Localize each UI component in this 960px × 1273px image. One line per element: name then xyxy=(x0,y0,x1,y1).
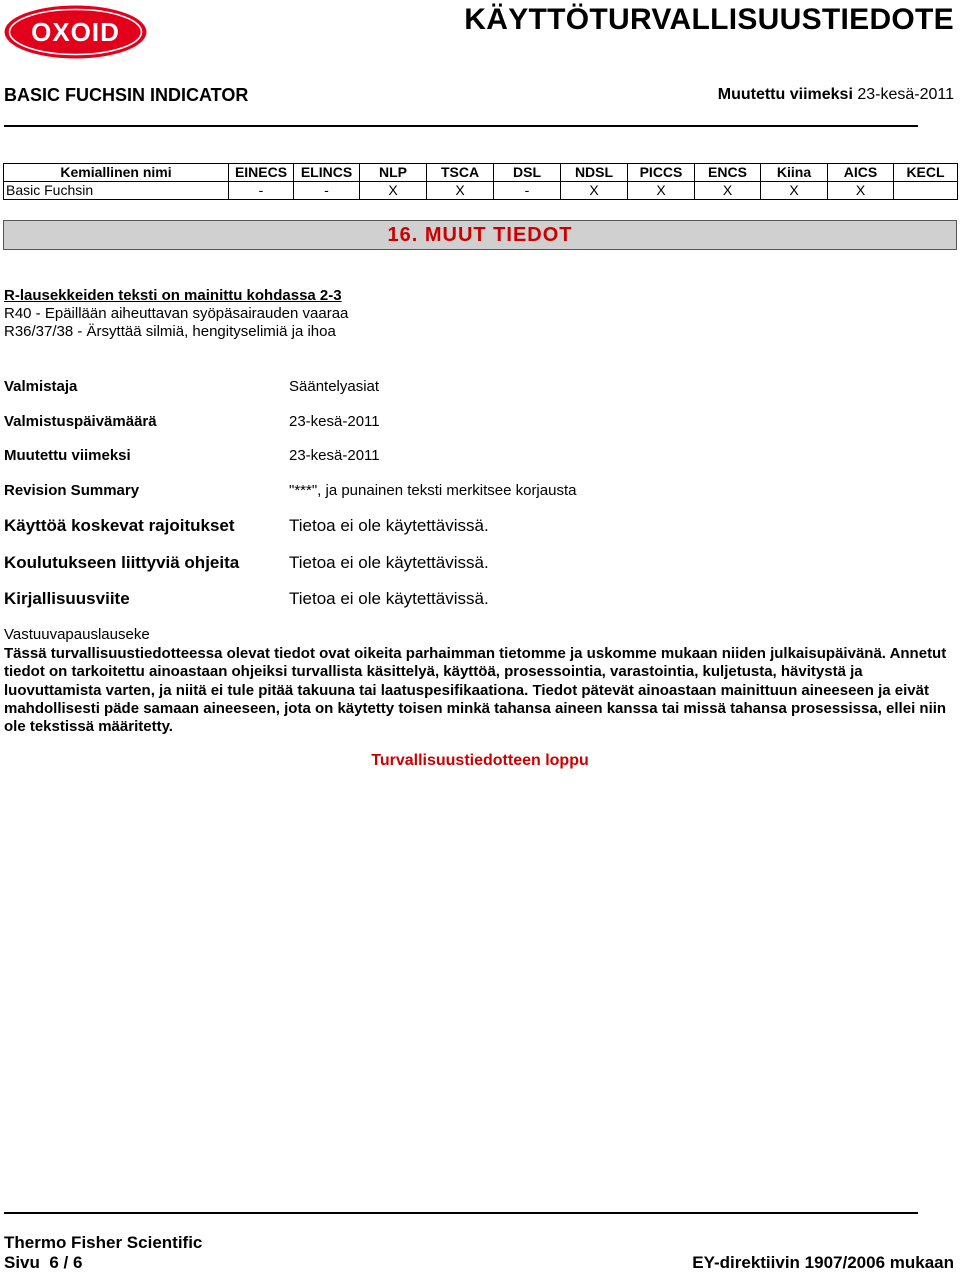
info-label-revision-summary: Revision Summary xyxy=(4,482,140,499)
section-header xyxy=(3,220,957,250)
table-row xyxy=(4,182,958,200)
column-header: KECL xyxy=(894,164,958,182)
info-value-references: Tietoa ei ole käytettävissä. xyxy=(289,589,489,608)
info-label-created-date: Valmistuspäivämäärä xyxy=(4,413,157,430)
column-header: AICS xyxy=(828,164,894,182)
page-number xyxy=(4,1253,82,1273)
info-label-use-restrictions: Käyttöä koskevat rajoitukset xyxy=(4,516,235,535)
r-phrases-heading-text: R-lausekkeiden teksti on mainittu kohdassa 2-3 xyxy=(4,287,342,304)
section-title: 16. MUUT TIEDOT xyxy=(387,224,573,246)
column-header: Kemiallinen nimi xyxy=(4,164,229,182)
column-header: DSL xyxy=(494,164,561,182)
document-title: KÄYTTÖTURVALLISUUSTIEDOTE xyxy=(464,3,954,36)
info-label-revised-date: Muutettu viimeksi xyxy=(4,447,131,464)
info-value-use-restrictions: Tietoa ei ole käytettävissä. xyxy=(289,516,489,535)
info-value-created-date: 23-kesä-2011 xyxy=(289,413,380,430)
end-of-document: Turvallisuustiedotteen loppu xyxy=(371,752,589,769)
column-header: TSCA xyxy=(427,164,494,182)
r-phrases-heading xyxy=(4,287,342,304)
product-name: BASIC FUCHSIN INDICATOR xyxy=(4,85,249,105)
page-label: Sivu xyxy=(4,1253,40,1272)
column-header: EINECS xyxy=(229,164,294,182)
table-cell: X xyxy=(628,182,695,200)
oxoid-logo xyxy=(3,4,148,60)
table-cell: X xyxy=(561,182,628,200)
info-label-references: Kirjallisuusviite xyxy=(4,589,130,608)
logo-text: OXOID xyxy=(31,17,120,47)
table-cell: X xyxy=(427,182,494,200)
table-cell: X xyxy=(360,182,427,200)
page-number-value: 6 / 6 xyxy=(49,1253,83,1272)
column-header: ELINCS xyxy=(294,164,360,182)
info-value-revised-date: 23-kesä-2011 xyxy=(289,447,380,464)
column-header: ENCS xyxy=(695,164,761,182)
table-cell: Basic Fuchsin xyxy=(4,182,229,200)
info-value-training: Tietoa ei ole käytettävissä. xyxy=(289,553,489,572)
revised-date-value: 23-kesä-2011 xyxy=(857,86,954,103)
footer-divider xyxy=(4,1212,918,1214)
info-value-manufacturer: Sääntelyasiat xyxy=(289,378,380,395)
column-header: NDSL xyxy=(561,164,628,182)
column-header: PICCS xyxy=(628,164,695,182)
table-cell: - xyxy=(229,182,294,200)
revised-date xyxy=(718,86,954,104)
table-cell xyxy=(894,182,958,200)
table-cell: X xyxy=(761,182,828,200)
table-cell: X xyxy=(828,182,894,200)
info-value-revision-summary: "***", ja punainen teksti merkitsee korjausta xyxy=(289,482,577,499)
column-header: NLP xyxy=(360,164,427,182)
table-cell: - xyxy=(494,182,561,200)
header-divider xyxy=(4,125,918,127)
info-label-manufacturer: Valmistaja xyxy=(4,378,78,395)
table-cell: X xyxy=(695,182,761,200)
info-label-training: Koulutukseen liittyviä ohjeita xyxy=(4,553,240,572)
company-name: Thermo Fisher Scientific xyxy=(4,1233,203,1252)
column-header: Kiina xyxy=(761,164,828,182)
revised-label: Muutettu viimeksi xyxy=(717,86,853,103)
inventory-table xyxy=(3,163,958,200)
r-phrase-line: R40 - Epäillään aiheuttavan syöpäsairauden vaaraa xyxy=(4,305,349,322)
directive-note: EY-direktiivin 1907/2006 mukaan xyxy=(692,1253,954,1272)
table-cell: - xyxy=(294,182,360,200)
r-phrase-line: R36/37/38 - Ärsyttää silmiä, hengityselimiä ja ihoa xyxy=(4,323,336,340)
disclaimer-title: Vastuuvapauslauseke xyxy=(4,626,150,643)
table-header-row xyxy=(4,164,958,182)
disclaimer-text: Tässä turvallisuustiedotteessa olevat tiedot ovat oikeita parhaimman tietomme ja uskomme mukaan niiden julkaisupäivänä. Annetut tiedot on tarkoitettu ainoastaan ohjeiksi turvallista käsittelyä, käyttöä, prosessointia, varastointia, kuljetusta, hävitystä ja luovuttamista varten, ja niitä ei tule pitää takuuna tai laatuspesifikaationa. Tiedot pätevät ainoastaan mainittuun aineeseen ja eivät mahdollisesti päde samaan aineeseen, jota on käytetty toisen minkä tahansa aineen kanssa tai missä tahansa prosessissa, ellei niin ole tekstissä määritetty. xyxy=(4,645,947,736)
